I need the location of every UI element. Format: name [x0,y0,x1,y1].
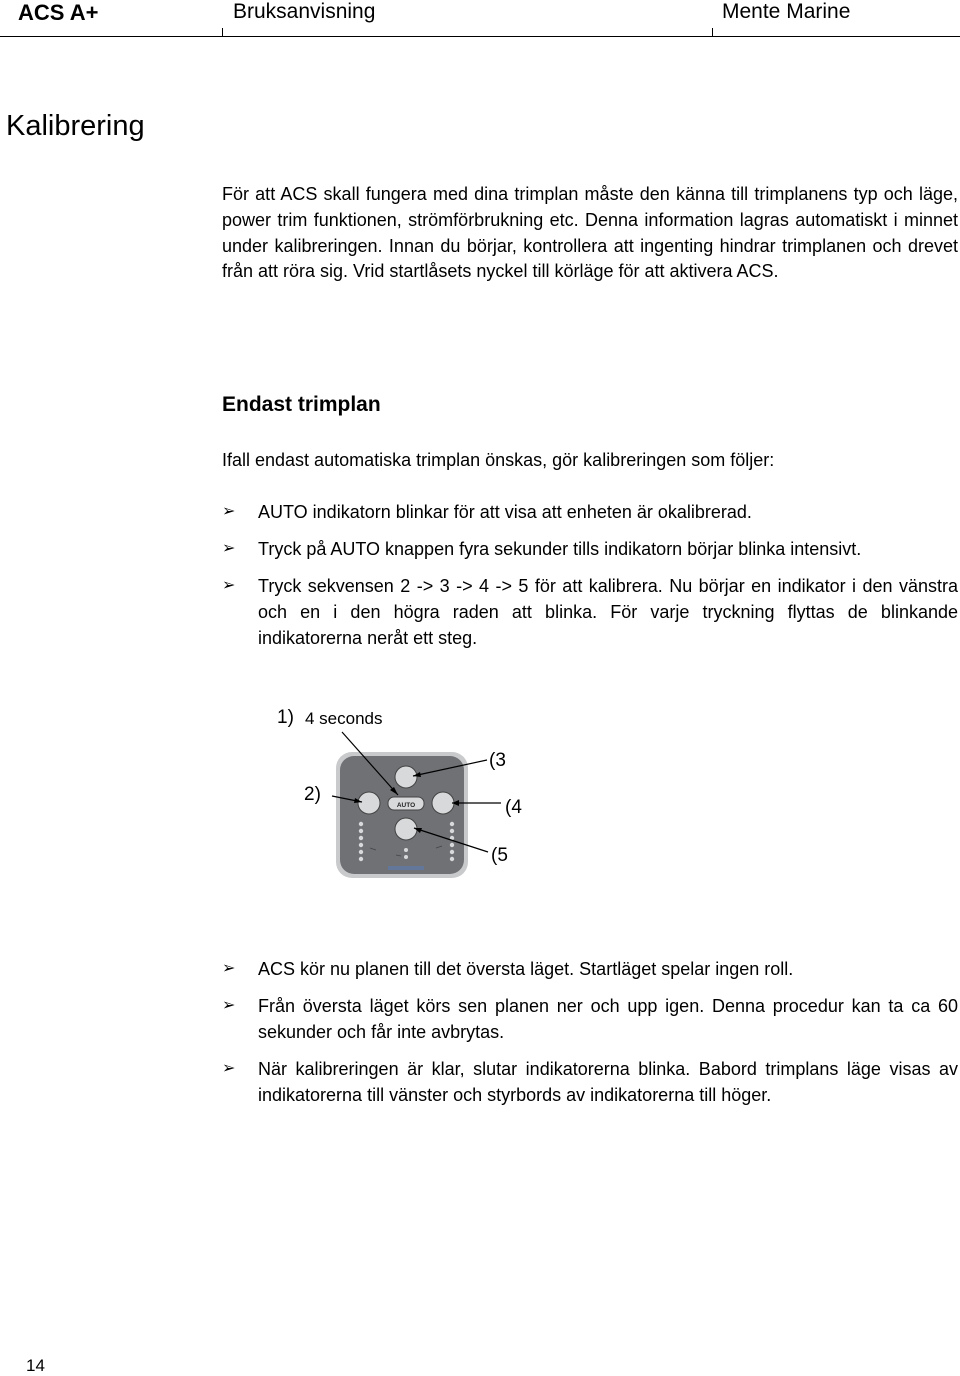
brand-logo [388,866,424,870]
page-header [0,0,960,37]
label-1-text: 4 seconds [305,709,383,728]
page-title: Kalibrering [6,110,145,142]
header-divider [712,28,713,36]
list-item: ➢ När kalibreringen är klar, slutar indikatorerna blinka. Babord trimplans läge visas av indikatorerna till vänster och styrbords av indikatorerna till höger. [222,1056,958,1108]
bullet-arrow-icon: ➢ [222,1060,236,1077]
bullet-arrow-icon: ➢ [222,540,236,557]
auto-button-label: AUTO [396,802,416,809]
left-button-icon [358,792,380,814]
bullet-arrow-icon: ➢ [222,997,236,1014]
control-panel-figure [270,700,550,905]
label-4: (4 [505,797,522,818]
label-1: 1) [277,707,294,728]
list-item: ➢ Från översta läget körs sen planen ner och upp igen. Denna procedur kan ta ca 60 sekunder och får inte avbrytas. [222,993,958,1045]
label-2: 2) [304,784,321,805]
section-intro: Ifall endast automatiska trimplan önskas, gör kalibreringen som följer: [222,450,775,470]
section-heading: Endast trimplan [222,393,381,416]
steps-list-after [222,956,958,1119]
bullet-arrow-icon: ➢ [222,960,236,977]
list-item: ➢ AUTO indikatorn blinkar för att visa att enheten är okalibrerad. [222,499,958,525]
header-product: ACS A+ [18,0,99,25]
header-divider [222,28,223,36]
list-item: ➢ Tryck sekvensen 2 -> 3 -> 4 -> 5 för att kalibrera. Nu börjar en indikator i den vänstra och en i den högra raden att blinka. För varje tryckning flyttas de blinkande indikatorerna neråt ett steg. [222,573,958,651]
header-doc-title: Bruksanvisning [233,0,376,23]
right-button-icon [432,792,454,814]
up-button-icon [395,766,417,788]
label-5: (5 [491,845,508,866]
intro-paragraph: För att ACS skall fungera med dina trimplan måste den känna till trimplanens typ och läge, power trim funktionen, strömförbrukning etc. Denna information lagras automatiskt i minnet under kalibreringen. Innan du börjar, kontrollera att ingenting hindrar trimplanen och drevet från att röra sig. Vrid startlåsets nyckel till körläge för att aktivera ACS. [222,184,958,282]
bullet-arrow-icon: ➢ [222,503,236,520]
page-number: 14 [26,1356,45,1375]
down-button-icon [395,818,417,840]
list-item: ➢ ACS kör nu planen till det översta läget. Startläget spelar ingen roll. [222,956,958,982]
steps-list-before [222,499,958,662]
bullet-arrow-icon: ➢ [222,577,236,594]
header-company: Mente Marine [722,0,851,23]
control-panel-diagram [270,700,550,900]
label-3: (3 [489,750,506,771]
list-item: ➢ Tryck på AUTO knappen fyra sekunder tills indikatorn börjar blinka intensivt. [222,536,958,562]
